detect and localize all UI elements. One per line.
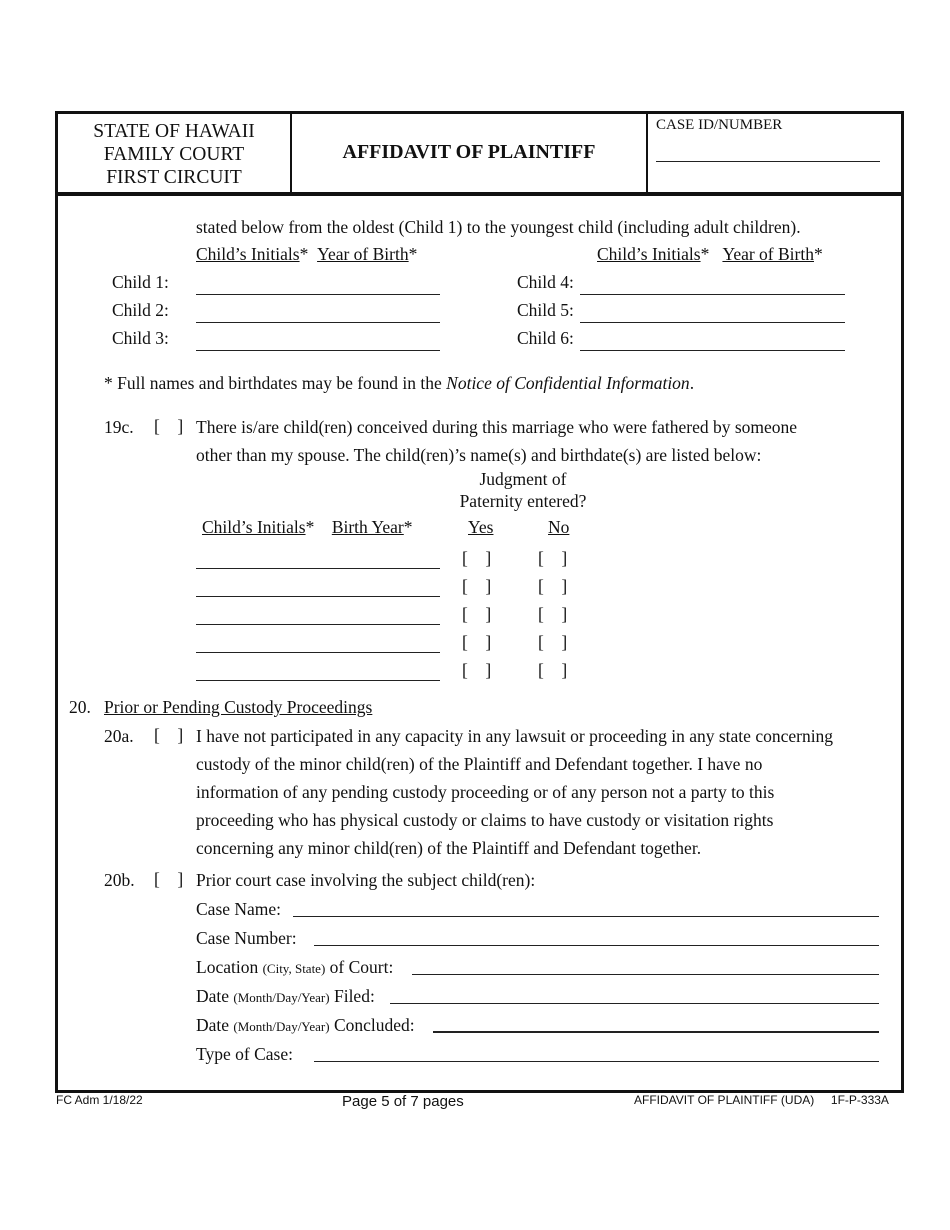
s20a-number: 20a. bbox=[104, 726, 134, 746]
s19c-row-2-field[interactable] bbox=[196, 596, 440, 597]
s19c-row-5-no[interactable]: [ ] bbox=[538, 660, 568, 680]
child-5-field[interactable] bbox=[580, 322, 845, 323]
case-id-label: CASE ID/NUMBER bbox=[656, 117, 783, 133]
s20a-checkbox[interactable]: [ ] bbox=[154, 725, 184, 745]
s19c-row-2-yes[interactable]: [ ] bbox=[462, 576, 492, 596]
date-concluded-field[interactable] bbox=[433, 1031, 879, 1033]
court-line-2: FAMILY COURT bbox=[103, 144, 245, 165]
location-field[interactable] bbox=[412, 974, 879, 975]
col-no: No bbox=[548, 517, 570, 537]
child-2-label: Child 2: bbox=[112, 300, 169, 320]
judgment-line-2: Paternity entered? bbox=[459, 491, 587, 511]
footnote-text: * Full names and birthdates may be found in the bbox=[104, 373, 447, 393]
s20a-line-5: concerning any minor child(ren) of the Plaintiff and Defendant together. bbox=[196, 838, 702, 858]
court-line-1: STATE OF HAWAII bbox=[93, 121, 255, 142]
case-number-label: Case Number: bbox=[196, 928, 297, 948]
col-year-right: Year of Birth bbox=[722, 244, 814, 264]
judgment-header bbox=[446, 468, 600, 512]
s19c-row-1-yes[interactable]: [ ] bbox=[462, 548, 492, 568]
case-id-field[interactable] bbox=[656, 161, 880, 162]
s20a-line-1: I have not participated in any capacity in any lawsuit or proceeding in any state concerning bbox=[196, 726, 834, 746]
s19c-row-5-yes[interactable]: [ ] bbox=[462, 660, 492, 680]
page-title: AFFIDAVIT OF PLAINTIFF bbox=[342, 141, 596, 163]
s20b-checkbox[interactable]: [ ] bbox=[154, 869, 184, 889]
form-header bbox=[58, 114, 901, 196]
s19c-row-5-field[interactable] bbox=[196, 680, 440, 681]
s19c-checkbox[interactable]: [ ] bbox=[154, 416, 184, 436]
location-label bbox=[196, 956, 393, 980]
s19c-row-3-field[interactable] bbox=[196, 624, 440, 625]
s19c-row-3-yes[interactable]: [ ] bbox=[462, 604, 492, 624]
filed-post: Filed: bbox=[329, 986, 375, 1006]
col-header-right bbox=[597, 243, 823, 265]
s20-number: 20. bbox=[69, 697, 91, 717]
s19c-row-2-no[interactable]: [ ] bbox=[538, 576, 568, 596]
col-initials-left: Child’s Initials bbox=[196, 244, 300, 264]
location-post: of Court: bbox=[325, 957, 394, 977]
concluded-pre: Date bbox=[196, 1015, 234, 1035]
type-of-case-field[interactable] bbox=[314, 1061, 879, 1062]
filed-small: (Month/Day/Year) bbox=[233, 990, 330, 1005]
date-filed-field[interactable] bbox=[390, 1003, 879, 1004]
court-line-3: FIRST CIRCUIT bbox=[106, 167, 242, 188]
s20b-text: Prior court case involving the subject child(ren): bbox=[196, 870, 536, 890]
footer-left: FC Adm 1/18/22 bbox=[56, 1093, 143, 1107]
concluded-small: (Month/Day/Year) bbox=[233, 1019, 330, 1034]
s19c-number: 19c. bbox=[104, 417, 134, 437]
date-filed-label bbox=[196, 985, 375, 1009]
child-4-label: Child 4: bbox=[517, 272, 574, 292]
footer-page: Page 5 of 7 pages bbox=[342, 1093, 464, 1110]
s19c-row-1-no[interactable]: [ ] bbox=[538, 548, 568, 568]
footer-right: AFFIDAVIT OF PLAINTIFF (UDA) 1F-P-333A bbox=[634, 1093, 889, 1107]
child-3-label: Child 3: bbox=[112, 328, 169, 348]
asterisk: * bbox=[403, 517, 413, 537]
header-divider-2 bbox=[646, 114, 648, 192]
child-1-label: Child 1: bbox=[112, 272, 169, 292]
child-1-field[interactable] bbox=[196, 294, 440, 295]
child-6-field[interactable] bbox=[580, 350, 845, 351]
s19c-row-3-no[interactable]: [ ] bbox=[538, 604, 568, 624]
footnote-italic: Notice of Confidential Information bbox=[446, 373, 690, 393]
col-yes: Yes bbox=[468, 517, 494, 537]
col-year-left: Year of Birth bbox=[317, 244, 409, 264]
date-concluded-label bbox=[196, 1014, 415, 1038]
asterisk: * bbox=[408, 244, 418, 264]
asterisk: * bbox=[305, 517, 315, 537]
footnote bbox=[104, 372, 694, 394]
asterisk: * bbox=[299, 244, 309, 264]
s20a-line-3: information of any pending custody proceeding or of any person not a party to this bbox=[196, 782, 775, 802]
s19c-line-1: There is/are child(ren) conceived during this marriage who were fathered by someone bbox=[196, 417, 798, 437]
s19c-row-4-field[interactable] bbox=[196, 652, 440, 653]
s20a-line-4: proceeding who has physical custody or claims to have custody or visitation rights bbox=[196, 810, 774, 830]
asterisk: * bbox=[814, 244, 823, 264]
asterisk: * bbox=[700, 244, 710, 264]
s19c-line-2: other than my spouse. The child(ren)’s name(s) and birthdate(s) are listed below: bbox=[196, 445, 762, 465]
s19c-row-1-field[interactable] bbox=[196, 568, 440, 569]
filed-pre: Date bbox=[196, 986, 234, 1006]
judgment-line-1: Judgment of bbox=[479, 469, 567, 489]
col-initials: Child’s Initials bbox=[202, 517, 306, 537]
concluded-post: Concluded: bbox=[329, 1015, 415, 1035]
footnote-end: . bbox=[689, 373, 695, 393]
col-initials-right: Child’s Initials bbox=[597, 244, 701, 264]
case-name-label: Case Name: bbox=[196, 899, 282, 919]
s20-title: Prior or Pending Custody Proceedings bbox=[104, 697, 373, 717]
child-2-field[interactable] bbox=[196, 322, 440, 323]
col-birth-year: Birth Year bbox=[331, 517, 404, 537]
court-block bbox=[58, 120, 290, 189]
s20b-number: 20b. bbox=[104, 870, 135, 890]
children-intro: stated below from the oldest (Child 1) to the youngest child (including adult children). bbox=[196, 217, 801, 237]
child-3-field[interactable] bbox=[196, 350, 440, 351]
s19c-row-4-yes[interactable]: [ ] bbox=[462, 632, 492, 652]
child-6-label: Child 6: bbox=[517, 328, 574, 348]
s19c-col-headers bbox=[202, 516, 413, 538]
case-number-field[interactable] bbox=[314, 945, 879, 946]
location-small: (City, State) bbox=[262, 961, 326, 976]
case-name-field[interactable] bbox=[293, 916, 879, 917]
location-pre: Location bbox=[196, 957, 263, 977]
s19c-row-4-no[interactable]: [ ] bbox=[538, 632, 568, 652]
col-header-left bbox=[196, 243, 417, 265]
child-5-label: Child 5: bbox=[517, 300, 574, 320]
child-4-field[interactable] bbox=[580, 294, 845, 295]
type-of-case-label: Type of Case: bbox=[196, 1044, 293, 1064]
s20a-line-2: custody of the minor child(ren) of the Plaintiff and Defendant together. I have no bbox=[196, 754, 763, 774]
